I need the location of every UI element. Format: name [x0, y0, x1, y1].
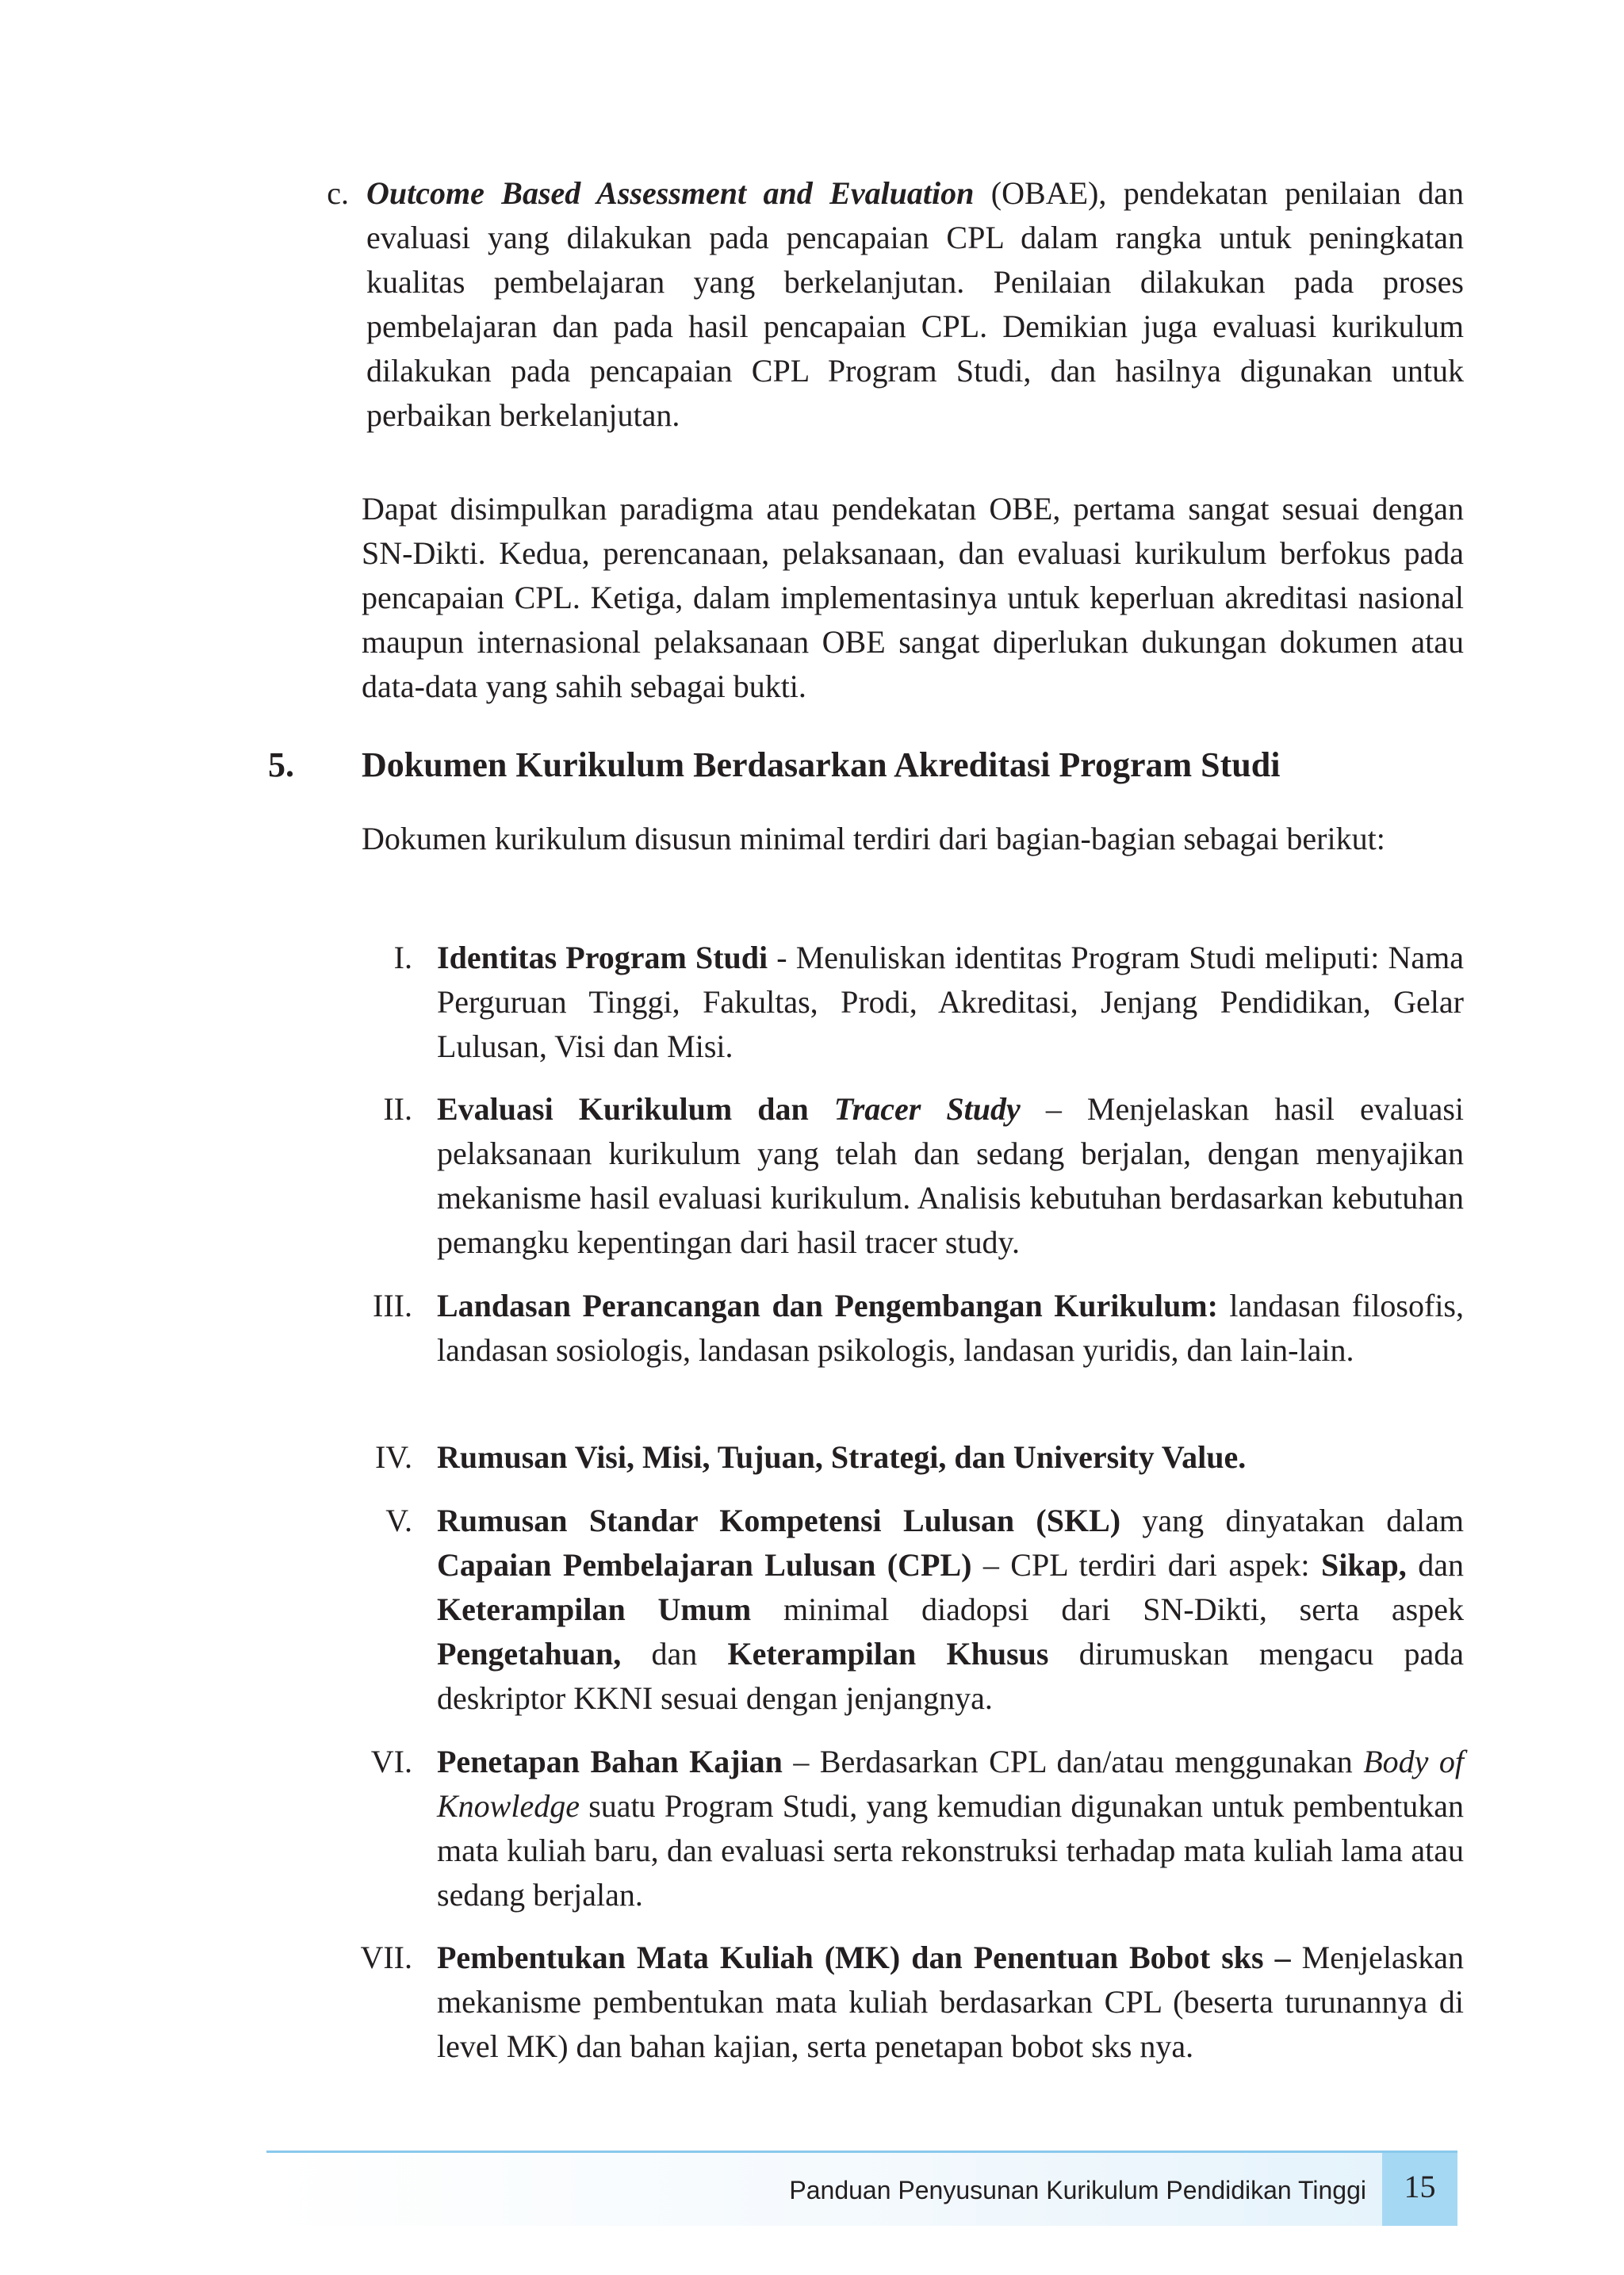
- item-number: VII.: [360, 1940, 412, 1975]
- section-number: 5.: [268, 745, 294, 784]
- footer-title: Panduan Penyusunan Kurikulum Pendidikan Tinggi: [789, 2176, 1366, 2204]
- list-item-bahan-kajian: Penetapan Bahan Kajian – Berdasarkan CPL dan/atau menggunakan Body of Knowledge suatu Program Studi, yang kemudian digunakan untuk pembentukan mata kuliah baru, dan evaluasi serta rekonstruksi terhadap mata kuliah lama atau sedang berjalan.: [437, 1744, 1464, 1913]
- item-c-text: (OBAE), pendekatan penilaian dan evaluasi yang dilakukan pada pencapaian CPL dalam rangka untuk peningkatan kualitas pembelajaran yang berkelanjutan. Penilaian dilakukan pada proses pembelajaran dan pada hasil pencapaian CPL. Demikian juga evaluasi kurikulum dilakukan pada pencapaian CPL Program Studi, dan hasilnya digunakan untuk perbaikan berkelanjutan.: [366, 175, 1464, 433]
- item-number: V.: [385, 1503, 412, 1538]
- item-c-label: c.: [327, 175, 349, 211]
- item-number: III.: [373, 1288, 412, 1323]
- section-title: Dokumen Kurikulum Berdasarkan Akreditasi Program Studi: [362, 745, 1281, 784]
- list-item-identitas: Identitas Program Studi - Menuliskan identitas Program Studi meliputi: Nama Perguruan Tinggi, Fakultas, Prodi, Akreditasi, Jenjang Pendidikan, Gelar Lulusan, Visi dan Misi.: [437, 940, 1464, 1064]
- page-number: 15: [1404, 2169, 1436, 2204]
- list-item-evaluasi: Evaluasi Kurikulum dan Tracer Study – Menjelaskan hasil evaluasi pelaksanaan kurikulum yang telah dan sedang berjalan, dengan menyajikan mekanisme hasil evaluasi kurikulum. Analisis kebutuhan berdasarkan kebutuhan pemangku kepentingan dari hasil tracer study.: [437, 1091, 1464, 1260]
- section-intro: Dokumen kurikulum disusun minimal terdiri dari bagian-bagian sebagai berikut:: [362, 821, 1385, 856]
- item-number: II.: [383, 1091, 412, 1127]
- summary-paragraph: Dapat disimpulkan paradigma atau pendekatan OBE, pertama sangat sesuai dengan SN-Dikti. Kedua, perencanaan, pelaksanaan, dan evaluasi kurikulum berfokus pada pencapaian CPL. Ketiga, dalam implementasinya untuk keperluan akreditasi nasional maupun internasional pelaksanaan OBE sangat diperlukan dukungan dokumen atau data-data yang sahih sebagai bukti.: [362, 491, 1464, 704]
- list-item-mata-kuliah: Pembentukan Mata Kuliah (MK) dan Penentuan Bobot sks – Menjelaskan mekanisme pembentukan mata kuliah berdasarkan CPL (beserta turunannya di level MK) dan bahan kajian, serta penetapan bobot sks nya.: [437, 1940, 1465, 2064]
- list-item-rumusan-visi: Rumusan Visi, Misi, Tujuan, Strategi, dan University Value.: [437, 1439, 1247, 1475]
- item-number: IV.: [374, 1439, 412, 1475]
- item-c-paragraph: [366, 171, 1464, 438]
- item-number: I.: [393, 940, 412, 975]
- list-item-skl: Rumusan Standar Kompetensi Lulusan (SKL) yang dinyatakan dalam Capaian Pembelajaran Lulusan (CPL) – CPL terdiri dari aspek: Sikap, dan Keterampilan Umum minimal diadopsi dari SN-Dikti, serta aspek Pengetahuan, dan Keterampilan Khusus dirumuskan mengacu pada deskriptor KKNI sesuai dengan jenjangnya.: [437, 1503, 1465, 1716]
- item-c-term: Outcome Based Assessment and Evaluation: [366, 175, 975, 211]
- item-number: VI.: [370, 1744, 412, 1779]
- list-item-landasan: Landasan Perancangan dan Pengembangan Kurikulum: landasan filosofis, landasan sosiologis, landasan psikologis, landasan yuridis, dan lain-lain.: [437, 1288, 1464, 1368]
